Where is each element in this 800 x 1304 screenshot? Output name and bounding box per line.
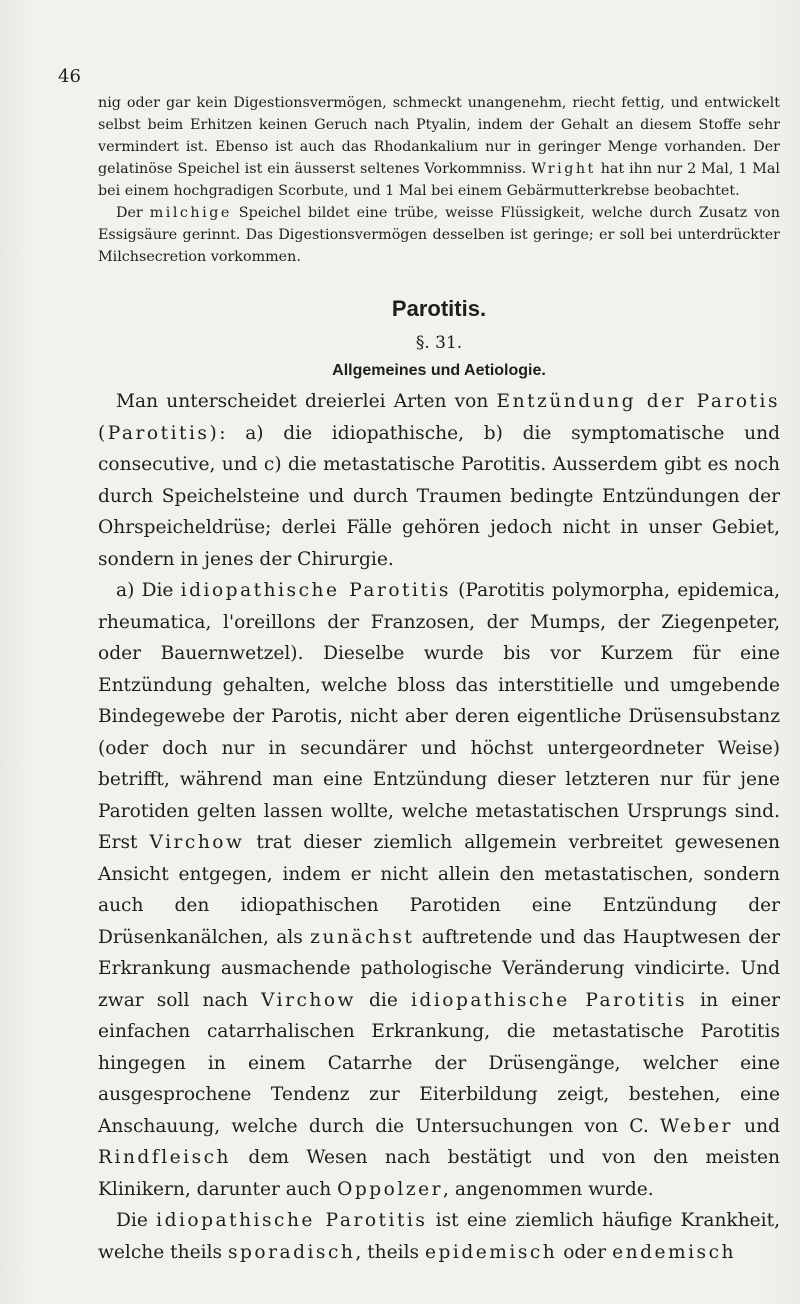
spaced-emphasis: idiopathische Parotitis [410,989,688,1011]
paragraph-frequency: Die idiopathische Parotitis ist eine ziemlich häufige Krankheit, welche theils sporadisch, theils epidemisch oder endemisch [98,1210,780,1263]
spaced-emphasis: Entzündung der Parotis (Parotitis) [98,391,780,444]
spaced-emphasis: sporadisch [227,1241,356,1263]
text-body [98,92,780,1268]
spaced-emphasis: epidemisch [425,1241,558,1263]
paragraph-idiopathic-parotitis: a) Die idiopathische Parotitis (Parotitis polymorpha, epidemica, rheumatica, l'oreillons der Franzosen, der Mumps, der Ziegenpeter, oder Bauernwetzel). Dieselbe wurde bis vor Kurzem für eine Entzündung gehalten, welche bloss das interstitielle und umgebende Bindegewebe der Parotis, nicht aber deren eigentliche Drüsensubstanz (oder doch nur in secundärer und höchst untergeordneter Weise) betrifft, während man eine Entzündung dieser letzteren nur für jene Parotiden gelten lassen wollte, welche metastatischen Ursprungs sind. Erst Virchow trat dieser ziemlich allgemein verbreitet gewesenen Ansicht entgegen, indem er nicht allein den metastatischen, sondern auch den idiopathischen Parotiden eine Entzündung der Drüsenkanälchen, als zunächst auftretende und das Hauptwesen der Erkrankung ausmachende pathologische Veränderung vindicirte. Und zwar soll nach Virchow die idiopathische Parotitis in einer einfachen catarrhalischen Erkrankung, die metastatische Parotitis hingegen in einem Catarrhe der Drüsengänge, welcher eine ausgesprochene Tendenz zur Eiterbildung zeigt, bestehen, eine Anschauung, welche durch die Untersuchungen von C. Weber und Rindfleisch dem Wesen nach bestätigt und von den meisten Klinikern, darunter auch Oppolzer, angenommen wurde. [98,580,781,1200]
small-print-section [98,92,780,268]
section-title: Parotitis. [391,296,487,321]
section-subtitle: Allgemeines und Aetiologie. [332,362,546,379]
spaced-emphasis: milchige [149,205,232,221]
paragraph-types-of-parotitis: Man unterscheidet dreierlei Arten von Entzündung der Parotis (Parotitis): a) die idiopathische, b) die symptomatische und consecutive, und c) die metastatische Parotitis. Ausserdem gibt es noch durch Speichelsteine und durch Traumen bedingte Entzündungen der Ohrspeicheldrüse; derlei Fälle gehören jedoch nicht in unser Gebiet, sondern in jenes der Chirurgie. [98,391,780,570]
spaced-emphasis: Virchow [149,832,245,853]
paragraph-milky-saliva: Der milchige Speichel bildet eine trübe, weisse Flüssigkeit, welche durch Zusatz von Essigsäure gerinnt. Das Digestionsvermögen desselben ist geringe; er soll bei unterdrückter Milchsecretion vorkommen. [98,205,780,265]
spaced-emphasis: idiopathische Parotitis [180,580,451,601]
spaced-emphasis: Virchow [261,989,356,1011]
paragraph-gelatinous-saliva: nig oder gar kein Digestionsvermögen, schmeckt unangenehm, riecht fettig, und entwickelt selbst beim Erhitzen keinen Geruch nach Ptyalin, indem der Gehalt an diesem Stoffe sehr vermindert ist. Ebenso ist auch das Rhodankalium nur in geringer Menge vorhanden. Der gelatinöse Speichel ist ein äusserst seltenes Vorkommniss. Wright hat ihn nur 2 Mal, 1 Mal bei einem hochgradigen Scorbute, und 1 Mal bei einem Gebärmutterkrebse beobachtet. [98,95,780,199]
section-paragraph-number: §. 31. [415,333,463,353]
page-number: 46 [58,66,81,87]
spaced-emphasis: Oppolzer [337,1178,444,1200]
spaced-emphasis: endemisch [612,1241,736,1263]
spaced-emphasis: idiopathische Parotitis [156,1210,428,1231]
spaced-emphasis: Rindfleisch [98,1147,232,1168]
spaced-emphasis: Weber [660,1115,733,1137]
spaced-emphasis: Wright [531,161,596,177]
spaced-emphasis: zunächst [310,926,415,948]
main-text-section [98,386,780,1268]
